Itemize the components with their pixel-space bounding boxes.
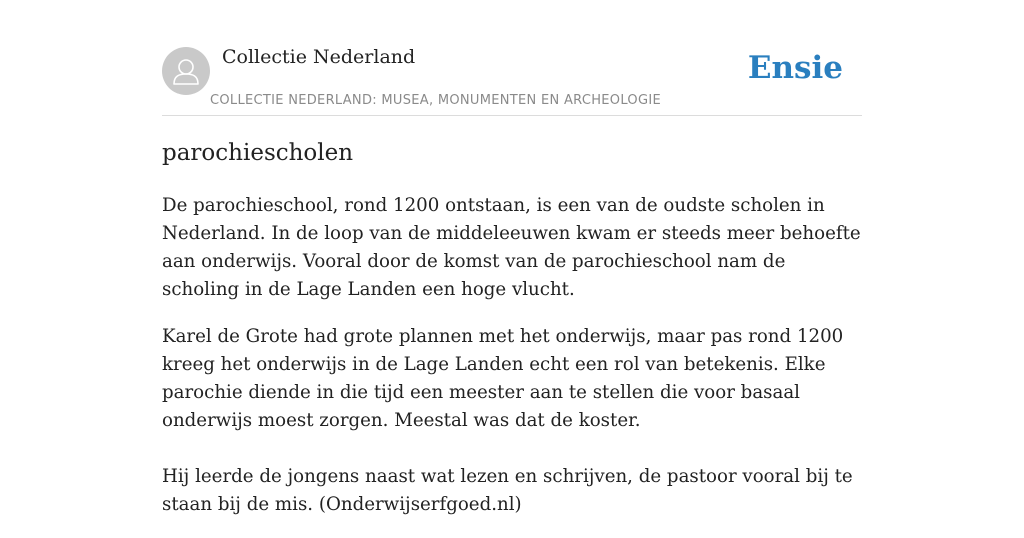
paragraph: Karel de Grote had grote plannen met het onderwijs, maar pas rond 1200 kreeg het onderwijs in de Lage Landen echt een rol van betekenis. Elke parochie diende in die tijd een meester aan te stellen die voor basaal onderwijs moest zorgen. Meestal was dat de koster.	[162, 326, 844, 431]
article-header	[162, 0, 862, 116]
user-silhouette-icon	[162, 47, 210, 95]
article-body	[162, 192, 868, 538]
author-subtitle[interactable]: COLLECTIE NEDERLAND: MUSEA, MONUMENTEN EN ARCHEOLOGIE	[210, 93, 661, 108]
article-title: parochiescholen	[162, 140, 354, 166]
paragraph: De parochieschool, rond 1200 ontstaan, is een van de oudste scholen in Nederland. In de loop van de middeleeuwen kwam er steeds meer behoefte aan onderwijs. Vooral door de komst van de parochieschool nam de scholing in de Lage Landen een hoge vlucht.	[162, 195, 861, 300]
avatar[interactable]	[162, 47, 210, 95]
paragraph: Hij leerde de jongens naast wat lezen en schrijven, de pastoor vooral bij te staan bij de mis. (Onderwijserfgoed.nl)	[162, 466, 853, 515]
author-name[interactable]: Collectie Nederland	[222, 46, 416, 68]
brand-logo[interactable]: Ensie	[747, 50, 843, 86]
article-container	[162, 0, 862, 515]
